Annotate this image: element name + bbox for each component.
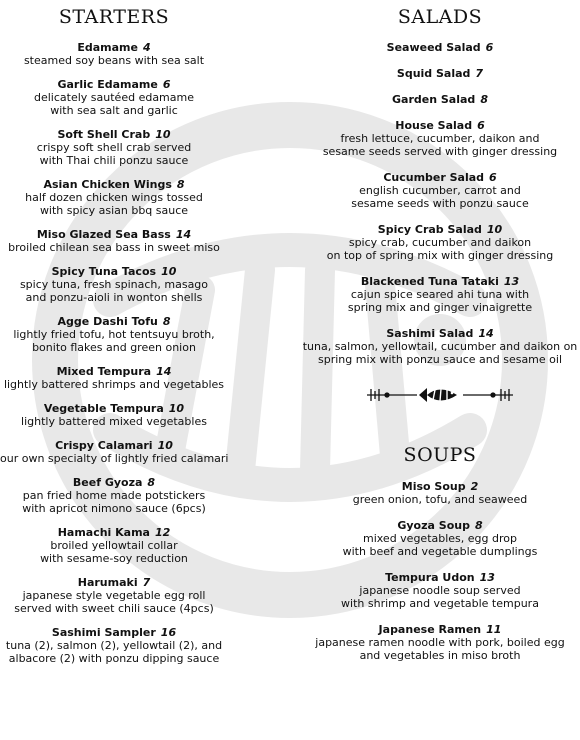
- menu-item-name: Agge Dashi Tofu: [57, 315, 158, 328]
- menu-item: [298, 571, 580, 610]
- menu-item-name: Miso Glazed Sea Bass: [36, 228, 171, 241]
- menu-item-name: House Salad: [395, 119, 473, 132]
- menu-item: [0, 41, 228, 67]
- menu-item-description: spicy crab, cucumber and daikon: [348, 236, 532, 249]
- menu-item-description: japanese noodle soup served: [359, 584, 521, 597]
- menu-item-description: mixed vegetables, egg drop: [362, 532, 517, 545]
- menu-item-description: our own specialty of lightly fried calamari: [0, 452, 229, 465]
- menu-item-header: [298, 327, 580, 340]
- menu-item-description: lightly battered shrimps and vegetables: [3, 378, 225, 391]
- menu-item-price: 6: [477, 119, 485, 132]
- menu-item-price: 8: [176, 178, 185, 191]
- menu-item-description: japanese ramen noodle with pork, boiled egg: [315, 636, 565, 649]
- menu-item-description: sesame seeds served with ginger dressing: [322, 145, 558, 158]
- menu-item-description: with apricot nimono sauce (6pcs): [22, 502, 206, 515]
- menu-item-header: [298, 41, 580, 54]
- menu-item-description: lightly fried tofu, hot tentsuyu broth,: [13, 328, 215, 341]
- menu-item-header: [0, 439, 228, 452]
- menu-item-description: cajun spice seared ahi tuna with: [350, 288, 530, 301]
- menu-item-price: 10: [161, 265, 177, 278]
- menu-item-description: green onion, tofu, and seaweed: [352, 493, 528, 506]
- menu-item-description: broiled yellowtail collar: [50, 539, 178, 552]
- menu-item-header: [0, 365, 228, 378]
- menu-item: [298, 623, 580, 662]
- menu-item-description: tuna, salmon, yellowtail, cucumber and daikon on: [302, 340, 578, 353]
- menu-item-name: Blackened Tuna Tataki: [360, 275, 499, 288]
- menu-item-price: 11: [486, 623, 502, 636]
- menu-item-name: Japanese Ramen: [378, 623, 482, 636]
- menu-item-header: [0, 476, 228, 489]
- salads-title: SALADS: [397, 6, 483, 28]
- menu-item-description: spring mix with ponzu sauce and sesame oil: [317, 353, 563, 366]
- menu-item-price: 10: [155, 128, 171, 141]
- menu-item-name: Crispy Calamari: [55, 439, 153, 452]
- menu-item-name: Garden Salad: [392, 93, 476, 106]
- menu-item-description: on top of spring mix with ginger dressing: [326, 249, 554, 262]
- menu-item-price: 10: [168, 402, 185, 415]
- soups-title: SOUPS: [403, 444, 477, 466]
- menu-item-header: [0, 315, 228, 328]
- menu-item-description: steamed soy beans with sea salt: [23, 54, 205, 67]
- menu-item-description: half dozen chicken wings tossed: [25, 191, 203, 204]
- menu-item-price: 16: [160, 626, 177, 639]
- menu-item: [0, 626, 228, 665]
- menu-item-header: [0, 78, 228, 91]
- menu-item-name: Gyoza Soup: [397, 519, 470, 532]
- menu-item-name: Harumaki: [77, 576, 138, 589]
- menu-item-description: delicately sautéed edamame: [34, 91, 194, 104]
- menu-item-header: [298, 571, 580, 584]
- menu-item-name: Asian Chicken Wings: [43, 178, 172, 191]
- menu-item-price: 14: [478, 327, 494, 340]
- menu-item: [298, 480, 580, 506]
- menu-item-name: Squid Salad: [396, 67, 471, 80]
- menu-item-price: 13: [503, 275, 520, 288]
- menu-item-price: 13: [479, 571, 495, 584]
- menu-item: [0, 128, 228, 167]
- menu-item-header: [0, 576, 228, 589]
- menu-item-name: Sashimi Salad: [386, 327, 474, 340]
- menu-item-header: [0, 178, 228, 191]
- menu-item: [298, 275, 580, 314]
- menu-item-header: [0, 41, 228, 54]
- menu-item-name: Spicy Crab Salad: [377, 223, 482, 236]
- menu-item-description: and ponzu-aioli in wonton shells: [25, 291, 203, 304]
- menu-item: [298, 519, 580, 558]
- menu-item-description: with beef and vegetable dumplings: [342, 545, 538, 558]
- menu-item: [298, 171, 580, 210]
- menu-item: [0, 576, 228, 615]
- menu-item-description: albacore (2) with ponzu dipping sauce: [8, 652, 220, 665]
- fish-divider-icon: [365, 382, 515, 408]
- menu-item-name: Cucumber Salad: [383, 171, 485, 184]
- starters-column: [0, 0, 228, 676]
- menu-item-header: [0, 228, 228, 241]
- menu-item-price: 10: [157, 439, 173, 452]
- menu-item-price: 6: [489, 171, 497, 184]
- menu-item: [298, 119, 580, 158]
- menu-item-description: english cucumber, carrot and: [359, 184, 521, 197]
- menu-item: [0, 439, 228, 465]
- menu-item-price: 7: [475, 67, 484, 80]
- menu-item-name: Soft Shell Crab: [57, 128, 151, 141]
- menu-item-name: Beef Gyoza: [72, 476, 143, 489]
- menu-item-description: and vegetables in miso broth: [359, 649, 521, 662]
- menu-item: [298, 223, 580, 262]
- menu-item-header: [298, 67, 580, 80]
- menu-item-description: lightly battered mixed vegetables: [21, 415, 207, 428]
- menu-item-price: 14: [175, 228, 192, 241]
- menu-item: [0, 228, 228, 254]
- menu-item-name: Seaweed Salad: [386, 41, 481, 54]
- menu-item-description: sesame seeds with ponzu sauce: [351, 197, 529, 210]
- menu-item: [0, 265, 228, 304]
- menu-item-description: japanese style vegetable egg roll: [22, 589, 206, 602]
- menu-item-name: Edamame: [77, 41, 138, 54]
- menu-item: [0, 178, 228, 217]
- salads-list: [298, 41, 580, 366]
- menu-item-description: with sea salt and garlic: [50, 104, 178, 117]
- menu-item-header: [0, 526, 228, 539]
- menu-item: [0, 526, 228, 565]
- menu-item: [0, 365, 228, 391]
- menu-item-price: 8: [480, 93, 488, 106]
- menu-item-description: served with sweet chili sauce (4pcs): [14, 602, 214, 615]
- menu-item: [298, 93, 580, 106]
- menu-item-name: Hamachi Kama: [57, 526, 150, 539]
- menu-item-description: broiled chilean sea bass in sweet miso: [8, 241, 220, 254]
- menu-item-description: with spicy asian bbq sauce: [39, 204, 189, 217]
- menu-item-price: 10: [486, 223, 503, 236]
- menu-item-header: [298, 119, 580, 132]
- menu-item-header: [298, 519, 580, 532]
- menu-item-price: 2: [470, 480, 479, 493]
- menu-item-header: [0, 626, 228, 639]
- menu-item-header: [298, 171, 580, 184]
- menu-item-header: [0, 128, 228, 141]
- menu-item-name: Spicy Tuna Tacos: [51, 265, 157, 278]
- menu-item-price: 7: [142, 576, 151, 589]
- menu-item-header: [0, 265, 228, 278]
- menu-item-name: Miso Soup: [401, 480, 466, 493]
- starters-list: [0, 41, 228, 665]
- menu-item-description: with sesame-soy reduction: [40, 552, 188, 565]
- menu-item-header: [298, 275, 580, 288]
- menu-item-price: 6: [162, 78, 171, 91]
- menu-item-price: 8: [474, 519, 483, 532]
- menu-item: [0, 476, 228, 515]
- right-column: [298, 0, 580, 675]
- soups-list: [298, 480, 580, 662]
- menu-item-header: [298, 623, 580, 636]
- menu-item-name: Tempura Udon: [385, 571, 475, 584]
- menu-item-price: 12: [154, 526, 171, 539]
- menu-item-description: with shrimp and vegetable tempura: [341, 597, 539, 610]
- menu-item-description: tuna (2), salmon (2), yellowtail (2), and: [5, 639, 223, 652]
- menu-item-description: bonito flakes and green onion: [32, 341, 196, 354]
- menu-item-description: with Thai chili ponzu sauce: [39, 154, 189, 167]
- menu-item-header: [0, 402, 228, 415]
- menu-item: [298, 67, 580, 80]
- menu-item-description: fresh lettuce, cucumber, daikon and: [340, 132, 540, 145]
- menu-item-description: pan fried home made potstickers: [22, 489, 206, 502]
- menu-item: [298, 41, 580, 54]
- menu-item: [0, 78, 228, 117]
- menu-item-description: spring mix and ginger vinaigrette: [347, 301, 533, 314]
- menu-item-description: spicy tuna, fresh spinach, masago: [19, 278, 209, 291]
- menu-item-price: 6: [485, 41, 494, 54]
- menu-item: [0, 315, 228, 354]
- menu-item-header: [298, 223, 580, 236]
- menu-item-price: 8: [162, 315, 171, 328]
- menu-item-header: [298, 480, 580, 493]
- menu-item-price: 8: [147, 476, 156, 489]
- starters-title: STARTERS: [58, 6, 170, 28]
- menu-item: [298, 327, 580, 366]
- menu-item-header: [298, 93, 580, 106]
- menu-item-name: Sashimi Sampler: [51, 626, 156, 639]
- menu-item-name: Mixed Tempura: [56, 365, 152, 378]
- menu-item-description: crispy soft shell crab served: [36, 141, 192, 154]
- menu-item-name: Vegetable Tempura: [43, 402, 164, 415]
- menu-item-price: 14: [156, 365, 172, 378]
- menu-item: [0, 402, 228, 428]
- menu-item-name: Garlic Edamame: [57, 78, 158, 91]
- menu-item-price: 4: [142, 41, 151, 54]
